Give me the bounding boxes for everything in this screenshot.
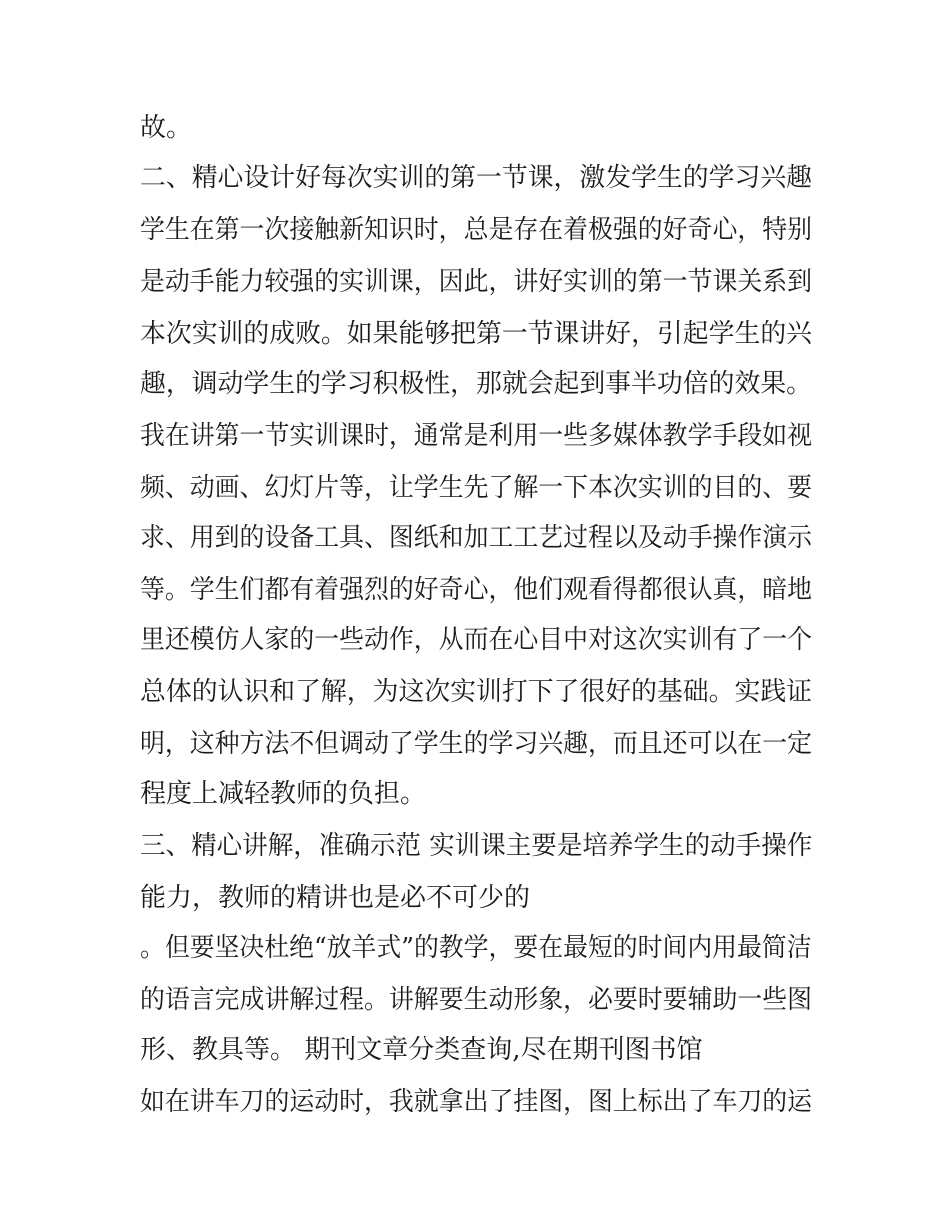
text-line-17: 。但要坚决杜绝“放羊式”的教学，要在最短的时间内用最简洁 <box>140 933 812 963</box>
text-line-7: 我在讲第一节实训课时，通常是利用一些多媒体教学手段如视 <box>140 421 813 451</box>
text-line-3: 学生在第一次接触新知识时，总是存在着极强的好奇心，特别 <box>140 215 813 245</box>
text-line-6: 趣，调动学生的学习积极性，那就会起到事半功倍的效果。 <box>140 369 813 399</box>
text-line-1: 故。 <box>140 113 193 143</box>
text-line-13: 明，这种方法不但调动了学生的学习兴趣，而且还可以在一定 <box>140 729 813 759</box>
text-line-19: 形、教具等。 期刊文章分类查询,尽在期刊图书馆 <box>140 1035 703 1065</box>
text-line-4: 是动手能力较强的实训课，因此，讲好实训的第一节课关系到 <box>140 267 813 297</box>
text-line-18: 的语言完成讲解过程。讲解要生动形象，必要时要辅助一些图 <box>140 985 813 1015</box>
text-line-11: 里还模仿人家的一些动作，从而在心目中对这次实训有了一个 <box>140 625 813 655</box>
text-line-5: 本次实训的成败。如果能够把第一节课讲好，引起学生的兴 <box>140 319 813 349</box>
text-line-20: 如在讲车刀的运动时，我就拿出了挂图，图上标出了车刀的运 <box>140 1087 813 1117</box>
text-line-8: 频、动画、幻灯片等，让学生先了解一下本次实训的目的、要 <box>140 473 813 503</box>
text-line-10: 等。学生们都有着强烈的好奇心，他们观看得都很认真，暗地 <box>140 575 813 605</box>
section-heading-2: 二、精心设计好每次实训的第一节课，激发学生的学习兴趣 <box>140 163 813 193</box>
text-line-12: 总体的认识和了解，为这次实训打下了很好的基础。实践证 <box>140 677 813 707</box>
text-line-16: 能力，教师的精讲也是必不可少的 <box>140 883 531 913</box>
text-line-14: 程度上减轻教师的负担。 <box>140 779 427 809</box>
section-heading-3: 三、精心讲解，准确示范 实训课主要是培养学生的动手操作 <box>140 831 813 861</box>
text-line-9: 求、用到的设备工具、图纸和加工工艺过程以及动手操作演示 <box>140 523 813 553</box>
